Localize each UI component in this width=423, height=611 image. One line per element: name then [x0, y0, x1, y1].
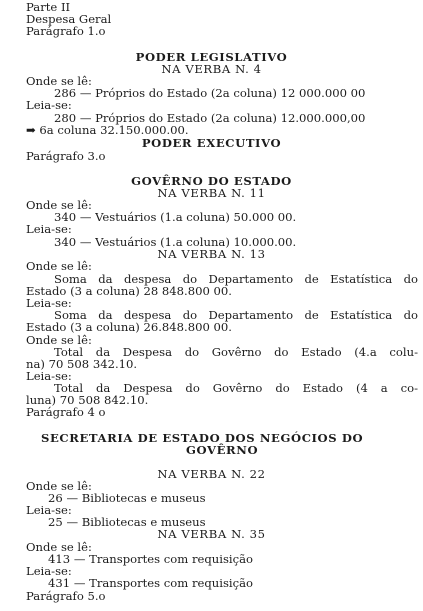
leia-text-continued: luna) 70 508 842.10.	[26, 393, 149, 407]
section-heading: Despesa Geral	[26, 12, 112, 26]
onde-label: Onde se lê:	[26, 198, 92, 212]
onde-text: 340 — Vestuários (1.a coluna) 50.000 00.	[54, 210, 297, 224]
section-title-secretaria: SECRETARIA DE ESTADO DOS NEGÓCIOS DO	[41, 431, 364, 445]
onde-label: Onde se lê:	[26, 333, 92, 347]
onde-text: Soma da despesa do Departamento de Estatística do	[54, 272, 418, 286]
leia-label: Leia-se:	[26, 369, 72, 383]
onde-text-continued: na) 70 508 342.10.	[26, 357, 138, 371]
leia-label: Leia-se:	[26, 98, 72, 112]
onde-label: Onde se lê:	[26, 540, 92, 554]
onde-text: 413 — Transportes com requisição	[48, 552, 253, 566]
leia-text: 340 — Vestuários (1.a coluna) 10.000.00.	[54, 235, 297, 249]
paragraph-heading: Parágrafo 3.o	[26, 149, 106, 163]
leia-label: Leia-se:	[26, 222, 72, 236]
paragraph-heading: Parágrafo 4 o	[26, 405, 106, 419]
leia-text: 25 — Bibliotecas e museus	[48, 515, 206, 529]
paragraph-heading: Parágrafo 1.o	[26, 24, 106, 38]
leia-text: 280 — Próprios do Estado (2a coluna) 12.000.000,00	[54, 111, 366, 125]
part-heading: Parte II	[26, 0, 71, 14]
leia-text: Soma da despesa do Departamento de Estatística do	[54, 308, 418, 322]
verba-heading: NA VERBA N. 4	[161, 62, 262, 76]
leia-label: Leia-se:	[26, 503, 72, 517]
leia-text: Total da Despesa do Govêrno do Estado (4 a co-	[54, 381, 418, 395]
onde-text-continued: Estado (3 a coluna) 28 848.800 00.	[26, 284, 232, 298]
leia-text: 431 — Transportes com requisição	[48, 576, 253, 590]
verba-heading: NA VERBA N. 13	[157, 247, 266, 261]
onde-label: Onde se lê:	[26, 259, 92, 273]
verba-heading: NA VERBA N. 35	[157, 527, 266, 541]
onde-text: 26 — Bibliotecas e museus	[48, 491, 206, 505]
leia-label: Leia-se:	[26, 564, 72, 578]
section-title-secretaria-continued: GOVÊRNO	[186, 443, 259, 457]
leia-label: Leia-se:	[26, 296, 72, 310]
leia-text-continued: ➡ 6a coluna 32.150.000.00.	[26, 123, 189, 137]
section-title-executivo: PODER EXECUTIVO	[141, 136, 282, 150]
onde-text: Total da Despesa do Govêrno do Estado (4.a colu-	[54, 345, 418, 359]
onde-label: Onde se lê:	[26, 74, 92, 88]
section-title-legislativo: PODER LEGISLATIVO	[135, 50, 288, 64]
onde-text: 286 — Próprios do Estado (2a coluna) 12 000.000 00	[54, 86, 366, 100]
paragraph-heading: Parágrafo 5.o	[26, 589, 106, 603]
leia-text-continued: Estado (3 a coluna) 26.848.800 00.	[26, 320, 232, 334]
verba-heading: NA VERBA N. 11	[157, 186, 266, 200]
section-title-governo: GOVÊRNO DO ESTADO	[131, 174, 292, 188]
onde-label: Onde se lê:	[26, 479, 92, 493]
verba-heading: NA VERBA N. 22	[157, 467, 266, 481]
